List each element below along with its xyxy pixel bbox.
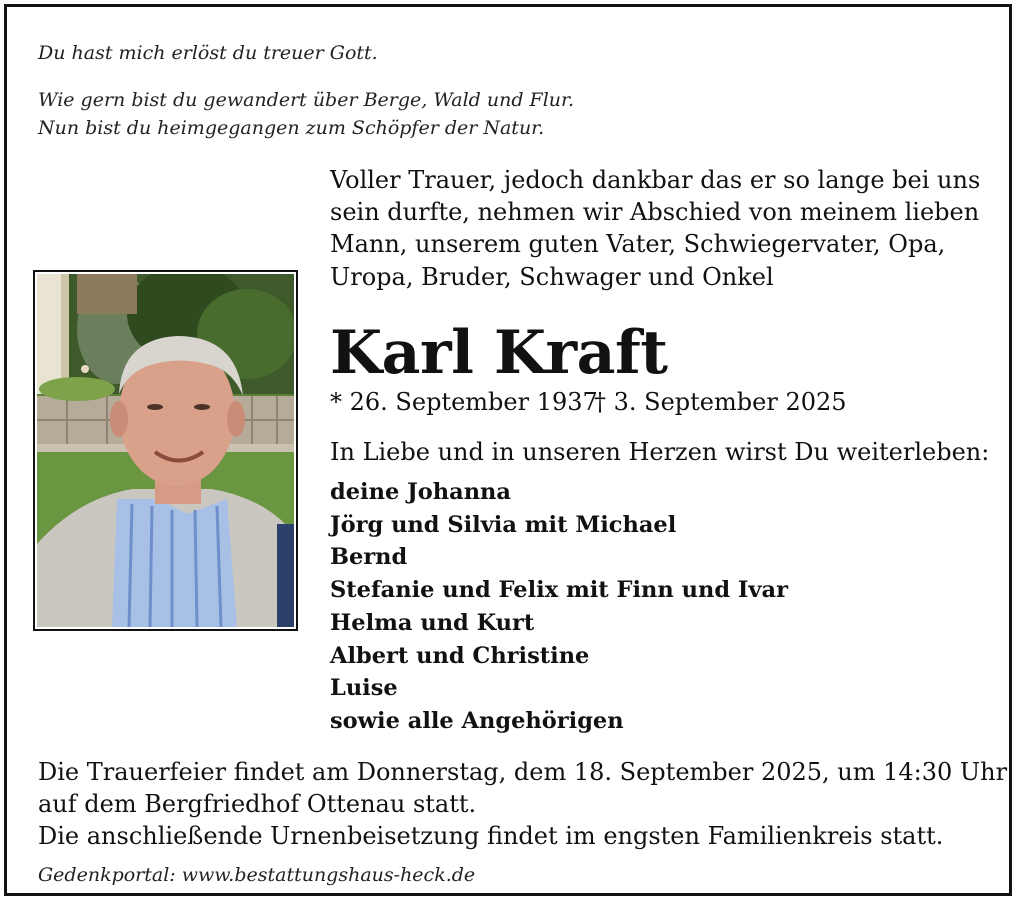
portrait-photo <box>33 270 298 631</box>
family-member: Albert und Christine <box>330 642 590 669</box>
verse-line-2: Wie gern bist du gewandert über Berge, Wald und Flur. <box>38 89 575 111</box>
intro-line-4: Uropa, Bruder, Schwager und Onkel <box>330 263 774 291</box>
intro-line-1: Voller Trauer, jedoch dankbar das er so lange bei uns <box>330 166 981 194</box>
farewell-line: In Liebe und in unseren Herzen wirst Du weiterleben: <box>330 438 990 466</box>
intro-line-2: sein durfte, nehmen wir Abschied von meinem lieben <box>330 198 980 226</box>
verse-line-3: Nun bist du heimgegangen zum Schöpfer der Natur. <box>38 117 545 139</box>
memorial-portal-link[interactable]: Gedenkportal: www.bestattungshaus-heck.de <box>38 864 476 886</box>
family-member: deine Johanna <box>330 479 511 505</box>
family-member: Jörg und Silvia mit Michael <box>330 511 677 538</box>
family-list <box>330 476 788 738</box>
family-member: sowie alle Angehörigen <box>330 707 624 734</box>
family-member: Helma und Kurt <box>330 609 535 636</box>
service-line-3: Die anschließende Urnenbeisetzung findet im engsten Familienkreis statt. <box>38 822 944 850</box>
deceased-name: Karl Kraft <box>330 318 668 388</box>
family-member: Stefanie und Felix mit Finn und Ivar <box>330 577 788 604</box>
service-line-2: auf dem Bergfriedhof Ottenau statt. <box>38 790 477 818</box>
death-date: † 3. September 2025 <box>594 388 847 416</box>
family-member: Bernd <box>330 544 408 571</box>
birth-date: * 26. September 1937 <box>330 388 598 416</box>
service-line-1: Die Trauerfeier findet am Donnerstag, dem 18. September 2025, um 14:30 Uhr <box>38 758 1008 786</box>
verse-line-1: Du hast mich erlöst du treuer Gott. <box>38 42 378 64</box>
family-member: Luise <box>330 675 398 702</box>
intro-line-3: Mann, unserem guten Vater, Schwiegervater, Opa, <box>330 230 946 258</box>
